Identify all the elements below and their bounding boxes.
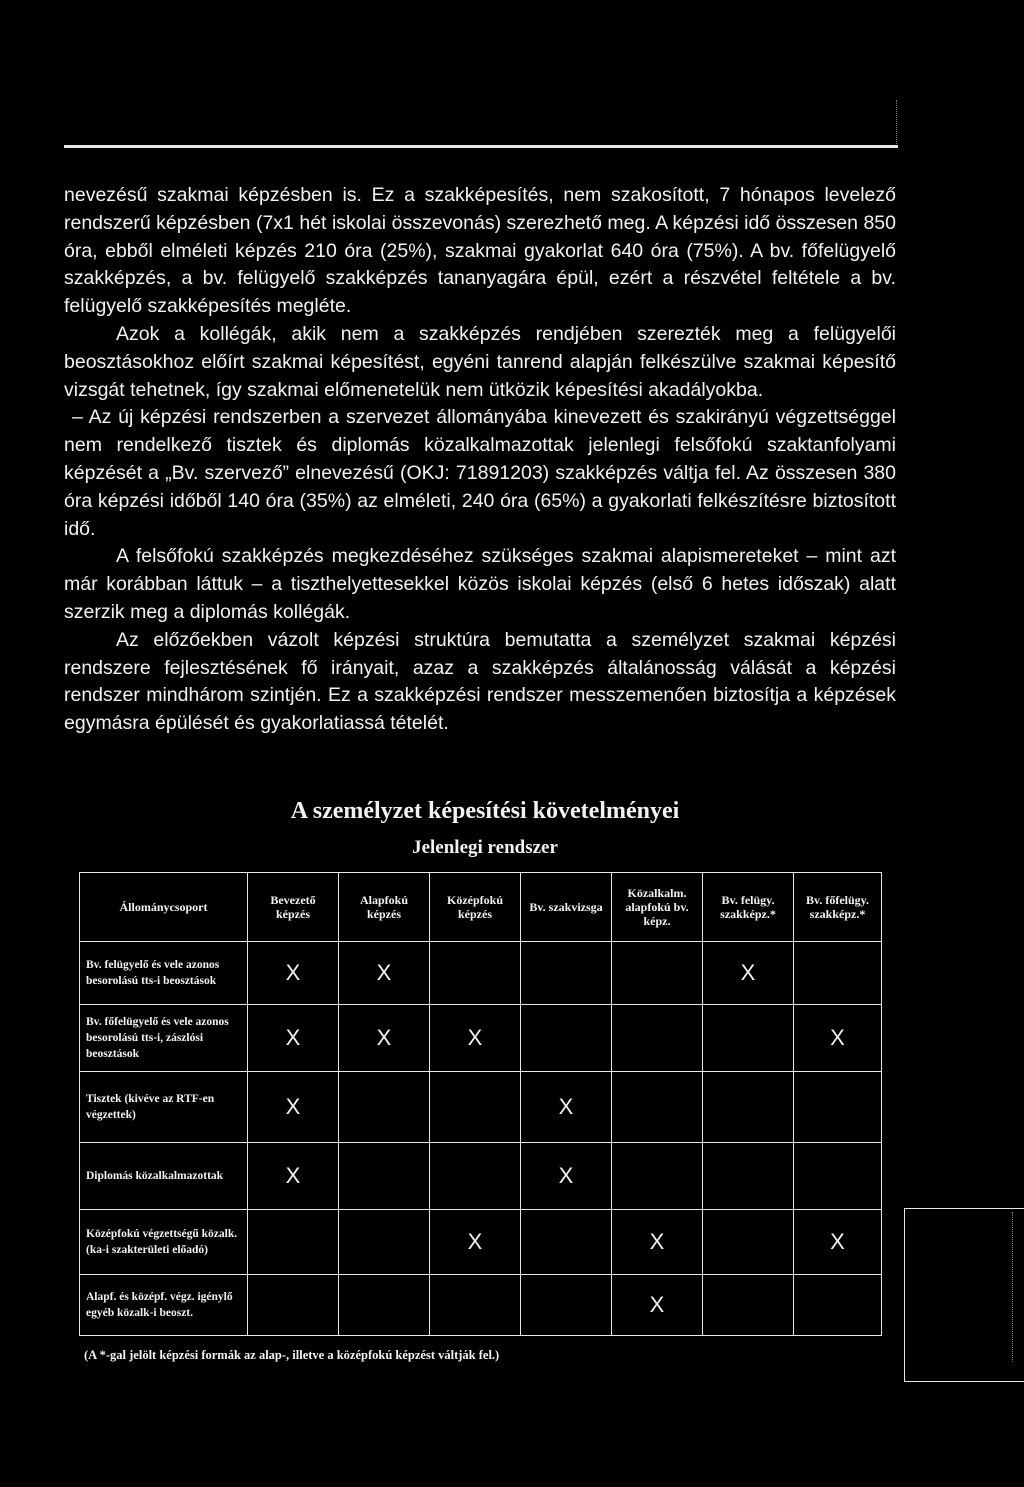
- table-cell: X: [703, 942, 794, 1005]
- table-cell: [248, 1210, 339, 1275]
- table-cell: [430, 1143, 521, 1210]
- table-cell: [521, 1005, 612, 1072]
- header-cell: Alapfokú képzés: [339, 873, 430, 942]
- table-cell: [703, 1005, 794, 1072]
- table-cell: X: [430, 1210, 521, 1275]
- table-cell: [521, 1275, 612, 1336]
- paragraph-4: A felsőfokú szakképzés megkezdéséhez szükséges szakmai alapismereteket – mint azt már korábban láttuk – a tiszthelyettesekkel közös iskolai képzés (első 6 hetes időszak) alatt szerzik meg a diplomás kollégák.: [64, 545, 896, 623]
- table-header-row: [80, 873, 882, 942]
- table-cell: [612, 1005, 703, 1072]
- requirements-table: [79, 872, 882, 1336]
- table-row: [80, 1005, 882, 1072]
- body-text: [64, 182, 896, 738]
- row-label: Bv. főfelügyelő és vele azonos besorolású tts-i, zászlósi beosztások: [80, 1005, 248, 1072]
- table-cell: [521, 1210, 612, 1275]
- header-cell: Bv. felügy. szakképz.*: [703, 873, 794, 942]
- table-cell: X: [794, 1210, 882, 1275]
- paragraph-1: nevezésű szakmai képzésben is. Ez a szakképesítés, nem szakosított, 7 hónapos levelező rendszerű képzésben (7x1 hét iskolai összevonás) szerezhető meg. A képzési idő összesen 850 óra, ebből elméleti képzés 210 óra (25%), szakmai gyakorlat 640 óra (75%). A bv. főfelügyelő szakképzés, a bv. felügyelő szakképzés tananyagára épül, ezért a részvétel feltétele a bv. felügyelő szakképesítés megléte.: [64, 184, 896, 318]
- table-cell: [794, 1275, 882, 1336]
- table-cell: X: [248, 1005, 339, 1072]
- table-cell: X: [248, 1072, 339, 1143]
- side-box-frame: [904, 1208, 1024, 1382]
- paragraph-5: Az előzőekben vázolt képzési struktúra bemutatta a személyzet szakmai képzési rendszere fejlesztésének fő irányait, azaz a szakképzés általánosság válását a képzési rendszer mindhárom szintjén. Ez a szakképzési rendszer messzemenően biztosítja a képzések egymásra épülését és gyakorlatiassá tételét.: [64, 628, 896, 735]
- top-rule-tick: [896, 100, 898, 144]
- paragraph-3: – Az új képzési rendszerben a szervezet állományába kinevezett és szakirányú végzettséggel nem rendelkező tisztek és diplomás közalkalmazottak jelenlegi felsőfokú szaktanfolyami képzését a „Bv. szervező” elnevezésű (OKJ: 71891203) szakképzés váltja fel. Az összesen 380 óra képzési időből 140 óra (35%) az elméleti, 240 óra (65%) a gyakorlati felkészítésre biztosított idő.: [64, 406, 896, 540]
- table-cell: [703, 1275, 794, 1336]
- header-cell: Közalkalm. alapfokú bv. képz.: [612, 873, 703, 942]
- table-cell: [521, 942, 612, 1005]
- table-cell: [794, 1072, 882, 1143]
- paragraph-2: Azok a kollégák, akik nem a szakképzés rendjében szerezték meg a felügyelői beosztásokhoz előírt szakmai képesítést, egyéni tanrend alapján felkészülve szakmai képesítő vizsgát tehetnek, így szakmai előmenetelük nem ütközik képesítési akadályokba.: [64, 322, 896, 401]
- table-cell: X: [794, 1005, 882, 1072]
- table-cell: [703, 1210, 794, 1275]
- top-rule: [64, 145, 898, 148]
- table-cell: [339, 1143, 430, 1210]
- row-label: Alapf. és középf. végz. igénylő egyéb közalk-i beoszt.: [80, 1275, 248, 1336]
- table-title: A személyzet képesítési követelményei: [290, 798, 680, 824]
- table-cell: X: [521, 1072, 612, 1143]
- table-cell: [612, 942, 703, 1005]
- header-cell: Bv. szakvizsga: [521, 873, 612, 942]
- table-cell: [430, 1275, 521, 1336]
- table-cell: [703, 1143, 794, 1210]
- table-cell: [612, 1143, 703, 1210]
- table-cell: [794, 942, 882, 1005]
- table-cell: [430, 942, 521, 1005]
- side-box-tick: [1012, 1212, 1014, 1362]
- header-cell: Középfokú képzés: [430, 873, 521, 942]
- header-cell: Állománycsoport: [80, 873, 248, 942]
- table-cell: X: [339, 1005, 430, 1072]
- row-label: Diplomás közalkalmazottak: [80, 1143, 248, 1210]
- table-cell: [339, 1275, 430, 1336]
- table-cell: [703, 1072, 794, 1143]
- table-row: [80, 1072, 882, 1143]
- table-row: [80, 1275, 882, 1336]
- row-label: Bv. felügyelő és vele azonos besorolású tts-i beosztások: [80, 942, 248, 1005]
- table-cell: X: [612, 1275, 703, 1336]
- table-subtitle: Jelenlegi rendszer: [412, 837, 558, 858]
- header-cell: Bv. főfelügy. szakképz.*: [794, 873, 882, 942]
- table-cell: [794, 1143, 882, 1210]
- table-cell: [339, 1210, 430, 1275]
- table-cell: X: [612, 1210, 703, 1275]
- table-cell: [612, 1072, 703, 1143]
- table-cell: X: [339, 942, 430, 1005]
- row-label: Középfokú végzettségű közalk. (ka-i szakterületi előadó): [80, 1210, 248, 1275]
- header-cell: Bevezető képzés: [248, 873, 339, 942]
- table-cell: X: [430, 1005, 521, 1072]
- table-row: [80, 1143, 882, 1210]
- table-cell: X: [248, 942, 339, 1005]
- row-label: Tisztek (kivéve az RTF-en végzettek): [80, 1072, 248, 1143]
- table-cell: X: [521, 1143, 612, 1210]
- table-row: [80, 942, 882, 1005]
- table-row: [80, 1210, 882, 1275]
- table-cell: [248, 1275, 339, 1336]
- table-cell: [430, 1072, 521, 1143]
- table-cell: X: [248, 1143, 339, 1210]
- table-cell: [339, 1072, 430, 1143]
- table-footnote: (A *-gal jelölt képzési formák az alap-, illetve a középfokú képzést váltják fel.): [84, 1348, 500, 1362]
